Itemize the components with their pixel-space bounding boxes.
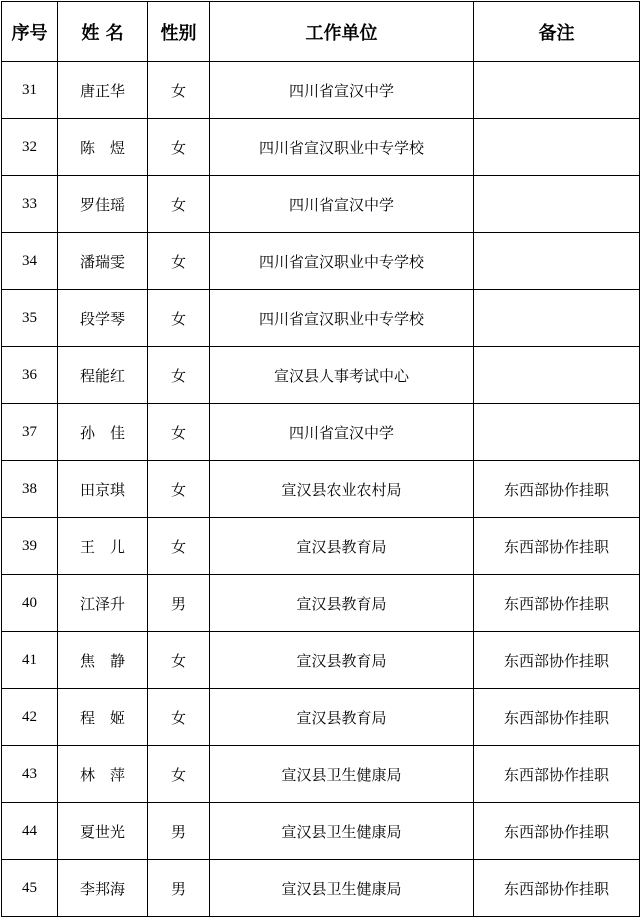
cell-gender: 女: [148, 518, 210, 575]
cell-unit: 四川省宣汉职业中专学校: [210, 290, 474, 347]
cell-gender: 男: [148, 575, 210, 632]
cell-note: [474, 62, 640, 119]
table-row: [2, 518, 640, 575]
table-row: [2, 233, 640, 290]
cell-gender: 女: [148, 62, 210, 119]
cell-unit: 宣汉县人事考试中心: [210, 347, 474, 404]
cell-note: 东西部协作挂职: [474, 803, 640, 860]
cell-name: 程能红: [58, 347, 148, 404]
header-note: 备注: [474, 2, 640, 62]
cell-gender: 女: [148, 746, 210, 803]
cell-gender: 女: [148, 347, 210, 404]
cell-note: 东西部协作挂职: [474, 632, 640, 689]
cell-name: 李邦海: [58, 860, 148, 917]
cell-no: 35: [2, 290, 58, 347]
cell-name: 潘瑞雯: [58, 233, 148, 290]
cell-unit: 宣汉县教育局: [210, 689, 474, 746]
cell-no: 41: [2, 632, 58, 689]
cell-gender: 女: [148, 461, 210, 518]
table-row: [2, 746, 640, 803]
cell-note: [474, 119, 640, 176]
table-row: [2, 575, 640, 632]
cell-no: 32: [2, 119, 58, 176]
table-row: [2, 404, 640, 461]
cell-no: 37: [2, 404, 58, 461]
cell-name: 陈 煜: [58, 119, 148, 176]
header-row: [2, 2, 640, 62]
cell-gender: 女: [148, 119, 210, 176]
cell-unit: 宣汉县卫生健康局: [210, 860, 474, 917]
cell-note: 东西部协作挂职: [474, 461, 640, 518]
cell-note: [474, 233, 640, 290]
cell-name: 焦 静: [58, 632, 148, 689]
cell-note: [474, 347, 640, 404]
cell-name: 夏世光: [58, 803, 148, 860]
header-name: 姓 名: [58, 2, 148, 62]
header-unit: 工作单位: [210, 2, 474, 62]
cell-gender: 女: [148, 632, 210, 689]
cell-note: 东西部协作挂职: [474, 689, 640, 746]
cell-note: 东西部协作挂职: [474, 746, 640, 803]
header-gender: 性别: [148, 2, 210, 62]
cell-unit: 宣汉县卫生健康局: [210, 746, 474, 803]
cell-unit: 宣汉县教育局: [210, 518, 474, 575]
cell-name: 江泽升: [58, 575, 148, 632]
cell-unit: 四川省宣汉中学: [210, 176, 474, 233]
cell-no: 34: [2, 233, 58, 290]
cell-name: 孙 佳: [58, 404, 148, 461]
header-no: 序号: [2, 2, 58, 62]
cell-note: 东西部协作挂职: [474, 518, 640, 575]
cell-name: 林 萍: [58, 746, 148, 803]
cell-unit: 四川省宣汉职业中专学校: [210, 233, 474, 290]
table-row: [2, 461, 640, 518]
cell-no: 39: [2, 518, 58, 575]
cell-unit: 宣汉县教育局: [210, 575, 474, 632]
cell-gender: 女: [148, 404, 210, 461]
cell-no: 44: [2, 803, 58, 860]
cell-name: 田京琪: [58, 461, 148, 518]
cell-unit: 宣汉县农业农村局: [210, 461, 474, 518]
cell-gender: 女: [148, 689, 210, 746]
cell-gender: 女: [148, 233, 210, 290]
cell-no: 33: [2, 176, 58, 233]
cell-no: 43: [2, 746, 58, 803]
cell-gender: 女: [148, 290, 210, 347]
cell-no: 31: [2, 62, 58, 119]
table-row: [2, 176, 640, 233]
cell-note: [474, 290, 640, 347]
cell-no: 36: [2, 347, 58, 404]
table-row: [2, 347, 640, 404]
table-row: [2, 119, 640, 176]
cell-no: 42: [2, 689, 58, 746]
cell-unit: 四川省宣汉中学: [210, 62, 474, 119]
cell-note: 东西部协作挂职: [474, 575, 640, 632]
table-row: [2, 860, 640, 917]
table-row: [2, 689, 640, 746]
cell-note: 东西部协作挂职: [474, 860, 640, 917]
cell-name: 唐正华: [58, 62, 148, 119]
cell-unit: 四川省宣汉职业中专学校: [210, 119, 474, 176]
table-row: [2, 290, 640, 347]
cell-note: [474, 404, 640, 461]
table-row: [2, 803, 640, 860]
cell-unit: 宣汉县卫生健康局: [210, 803, 474, 860]
cell-gender: 男: [148, 803, 210, 860]
cell-unit: 宣汉县教育局: [210, 632, 474, 689]
cell-no: 38: [2, 461, 58, 518]
cell-name: 罗佳瑶: [58, 176, 148, 233]
cell-no: 40: [2, 575, 58, 632]
cell-gender: 女: [148, 176, 210, 233]
cell-note: [474, 176, 640, 233]
roster-table: [1, 1, 640, 917]
table-row: [2, 62, 640, 119]
cell-gender: 男: [148, 860, 210, 917]
table-row: [2, 632, 640, 689]
cell-unit: 四川省宣汉中学: [210, 404, 474, 461]
cell-name: 程 姬: [58, 689, 148, 746]
cell-no: 45: [2, 860, 58, 917]
cell-name: 段学琴: [58, 290, 148, 347]
cell-name: 王 儿: [58, 518, 148, 575]
